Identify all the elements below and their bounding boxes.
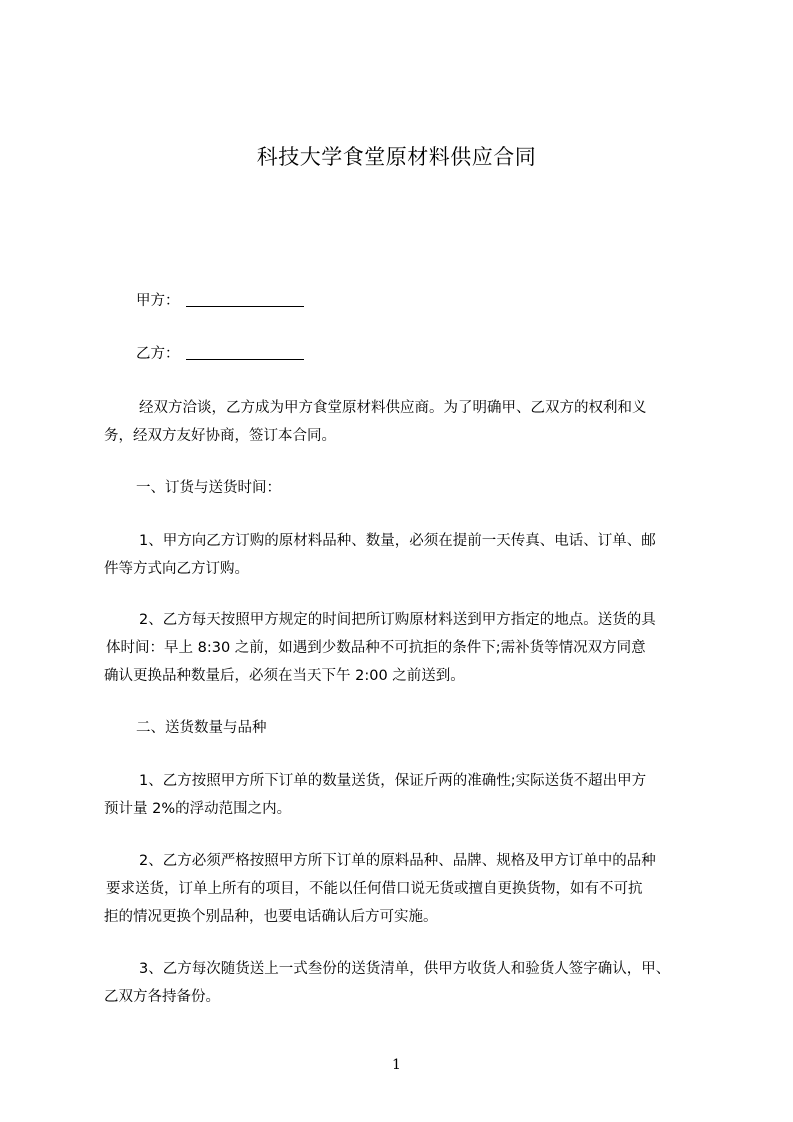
clause-2-2-line-1: 2、乙方必须严格按照甲方所下订单的原料品种、品牌、规格及甲方订单中的品种 (139, 853, 656, 869)
section-heading-ordering: 一、订货与送货时间： (136, 480, 281, 496)
intro-line-2: 务，经双方友好协商，签订本合同。 (104, 428, 336, 444)
clause-2-2-line-3: 拒的情况更换个别品种，也要电话确认后方可实施。 (104, 909, 438, 925)
clause-2-1-line-2: 预计量 2%的浮动范围之内。 (104, 801, 292, 817)
clause-2-3-line-1: 3、乙方每次随货送上一式叁份的送货清单，供甲方收货人和验货人签字确认，甲、 (139, 961, 671, 977)
clause-1-2-line-3: 确认更换品种数量后，必须在当天下午 2:00 之前送到。 (104, 668, 465, 684)
clause-1-1-line-2: 件等方式向乙方订购。 (104, 561, 249, 577)
clause-1-1-line-1: 1、甲方向乙方订购的原材料品种、数量，必须在提前一天传真、电话、订单、邮 (139, 533, 656, 549)
page-number: 1 (392, 1057, 401, 1073)
clause-2-1-line-1: 1、乙方按照甲方所下订单的数量送货，保证斤两的准确性;实际送货不超出甲方 (139, 773, 647, 789)
intro-line-1: 经双方洽谈，乙方成为甲方食堂原材料供应商。为了明确甲、乙双方的权利和义 (139, 400, 647, 416)
party-a-blank-line (186, 306, 304, 307)
clause-1-2-line-1: 2、乙方每天按照甲方规定的时间把所订购原材料送到甲方指定的地点。送货的具 (139, 612, 656, 628)
clause-2-2-line-2: 要求送货，订单上所有的项目，不能以任何借口说无货或擅自更换货物，如有不可抗 (106, 881, 643, 897)
party-a-label: 甲方： (136, 293, 180, 309)
party-b-label: 乙方： (136, 346, 180, 362)
section-heading-quantity: 二、送货数量与品种 (136, 720, 267, 736)
clause-2-3-line-2: 乙双方各持备份。 (104, 989, 220, 1005)
document-title: 科技大学食堂原材料供应合同 (256, 145, 537, 169)
clause-1-2-line-2: 体时间：早上 8:30 之前，如遇到少数品种不可抗拒的条件下;需补货等情况双方同意 (106, 640, 646, 656)
party-b-blank-line (186, 359, 304, 360)
